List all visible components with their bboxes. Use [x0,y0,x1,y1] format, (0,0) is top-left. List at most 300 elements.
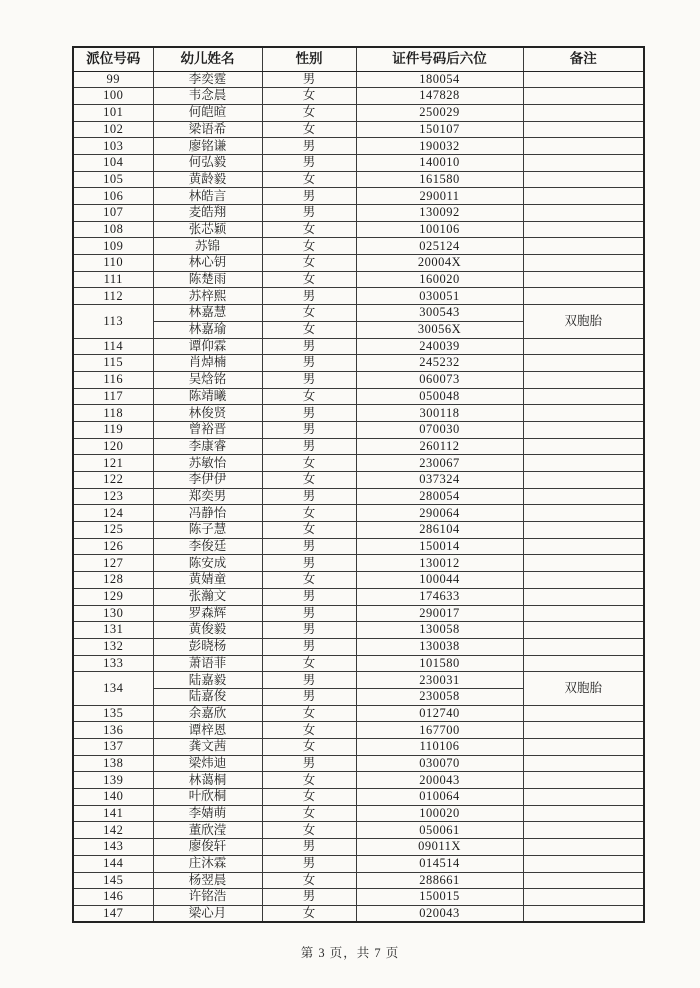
cell-gender: 女 [262,121,356,138]
cell-number: 117 [73,388,153,405]
cell-number: 126 [73,538,153,555]
cell-number: 132 [73,638,153,655]
cell-id: 150015 [356,889,523,906]
table-row [73,121,644,138]
cell-number: 101 [73,104,153,121]
cell-name: 陆嘉毅 [153,672,262,689]
table-row [73,672,644,689]
cell-gender: 男 [262,555,356,572]
cell-gender: 女 [262,472,356,489]
cell-gender: 女 [262,271,356,288]
cell-gender: 男 [262,688,356,705]
cell-remark [523,138,644,155]
cell-gender: 男 [262,855,356,872]
cell-name: 黄婧童 [153,572,262,589]
table-row [73,154,644,171]
table-row [73,71,644,88]
column-header: 备注 [523,47,644,71]
table-row [73,505,644,522]
cell-name: 曾裕晋 [153,421,262,438]
cell-gender: 女 [262,88,356,105]
cell-name: 龚文茜 [153,739,262,756]
cell-name: 陈子慧 [153,522,262,539]
cell-gender: 女 [262,655,356,672]
page-number-footer: 第 3 页，共 7 页 [300,946,400,960]
cell-id: 100106 [356,221,523,238]
cell-remark [523,455,644,472]
cell-name: 董欣滢 [153,822,262,839]
cell-name: 张芯颖 [153,221,262,238]
cell-gender: 女 [262,221,356,238]
cell-remark: 双胞胎 [523,305,644,338]
cell-number: 145 [73,872,153,889]
table-row [73,538,644,555]
table-row [73,288,644,305]
cell-name: 梁语希 [153,121,262,138]
cell-gender: 女 [262,522,356,539]
cell-number: 99 [73,71,153,88]
cell-id: 167700 [356,722,523,739]
cell-name: 杨翌晨 [153,872,262,889]
cell-name: 廖铭谦 [153,138,262,155]
cell-gender: 男 [262,355,356,372]
table-row [73,772,644,789]
cell-remark [523,522,644,539]
cell-remark [523,588,644,605]
table-row [73,421,644,438]
cell-remark [523,855,644,872]
table-row [73,889,644,906]
cell-id: 130058 [356,622,523,639]
cell-id: 130012 [356,555,523,572]
cell-name: 林嘉慧 [153,305,262,322]
cell-name: 李婧萌 [153,805,262,822]
cell-id: 020043 [356,905,523,922]
cell-id: 300543 [356,305,523,322]
cell-remark [523,538,644,555]
cell-id: 20004X [356,255,523,272]
cell-name: 李俊廷 [153,538,262,555]
cell-id: 060073 [356,371,523,388]
table-row [73,555,644,572]
cell-name: 李奕霆 [153,71,262,88]
cell-remark [523,438,644,455]
cell-remark [523,638,644,655]
table-row [73,755,644,772]
allocation-roster-table [72,46,645,923]
cell-gender: 女 [262,388,356,405]
cell-name: 苏敏怡 [153,455,262,472]
table-row [73,338,644,355]
cell-name: 林俊贤 [153,405,262,422]
table-row [73,305,644,322]
cell-gender: 男 [262,638,356,655]
cell-gender: 女 [262,789,356,806]
table-row [73,271,644,288]
cell-gender: 男 [262,839,356,856]
cell-id: 101580 [356,655,523,672]
cell-name: 林心钥 [153,255,262,272]
cell-name: 张瀚文 [153,588,262,605]
table-row [73,455,644,472]
cell-gender: 女 [262,772,356,789]
cell-name: 梁心月 [153,905,262,922]
cell-id: 300118 [356,405,523,422]
cell-remark [523,622,644,639]
cell-remark [523,905,644,922]
table-row [73,872,644,889]
cell-gender: 男 [262,188,356,205]
column-header: 性别 [262,47,356,71]
cell-id: 230031 [356,672,523,689]
cell-remark [523,505,644,522]
table-row [73,805,644,822]
cell-gender: 男 [262,371,356,388]
cell-remark [523,488,644,505]
cell-remark [523,171,644,188]
cell-number: 144 [73,855,153,872]
table-row [73,522,644,539]
cell-id: 110106 [356,739,523,756]
cell-name: 谭梓恩 [153,722,262,739]
cell-number: 109 [73,238,153,255]
cell-id: 230067 [356,455,523,472]
cell-remark [523,355,644,372]
cell-name: 李康睿 [153,438,262,455]
cell-remark [523,271,644,288]
cell-remark [523,71,644,88]
cell-id: 140010 [356,154,523,171]
cell-remark [523,88,644,105]
cell-name: 苏梓熙 [153,288,262,305]
cell-id: 290011 [356,188,523,205]
cell-remark [523,154,644,171]
table-row [73,472,644,489]
cell-name: 黄俊毅 [153,622,262,639]
cell-id: 130092 [356,205,523,222]
cell-id: 260112 [356,438,523,455]
cell-remark [523,472,644,489]
cell-gender: 男 [262,405,356,422]
table-row [73,171,644,188]
cell-id: 200043 [356,772,523,789]
column-header: 证件号码后六位 [356,47,523,71]
cell-id: 050048 [356,388,523,405]
cell-number: 147 [73,905,153,922]
cell-id: 290017 [356,605,523,622]
cell-gender: 女 [262,255,356,272]
cell-id: 012740 [356,705,523,722]
cell-name: 黄龄毅 [153,171,262,188]
cell-gender: 男 [262,138,356,155]
cell-number: 113 [73,305,153,338]
cell-remark [523,371,644,388]
cell-remark [523,655,644,672]
cell-remark [523,338,644,355]
table-row [73,388,644,405]
cell-id: 286104 [356,522,523,539]
cell-remark [523,889,644,906]
table-row [73,438,644,455]
cell-name: 彭晓杨 [153,638,262,655]
table-row [73,839,644,856]
cell-number: 138 [73,755,153,772]
cell-id: 240039 [356,338,523,355]
cell-remark [523,255,644,272]
cell-remark [523,872,644,889]
table-row [73,705,644,722]
cell-name: 罗森辉 [153,605,262,622]
cell-id: 050061 [356,822,523,839]
table-row [73,855,644,872]
cell-gender: 男 [262,622,356,639]
cell-id: 09011X [356,839,523,856]
cell-name: 苏锦 [153,238,262,255]
cell-number: 136 [73,722,153,739]
cell-name: 何皑暄 [153,104,262,121]
table-row [73,405,644,422]
cell-id: 30056X [356,321,523,338]
cell-id: 130038 [356,638,523,655]
table-row [73,739,644,756]
table-row [73,572,644,589]
cell-id: 150014 [356,538,523,555]
cell-number: 116 [73,371,153,388]
cell-id: 070030 [356,421,523,438]
table-row [73,188,644,205]
cell-id: 160020 [356,271,523,288]
cell-number: 107 [73,205,153,222]
table-row [73,255,644,272]
cell-name: 陆嘉俊 [153,688,262,705]
header-row [73,47,644,71]
cell-id: 161580 [356,171,523,188]
cell-gender: 女 [262,455,356,472]
table-row [73,488,644,505]
roster-header [73,47,644,71]
cell-number: 130 [73,605,153,622]
cell-number: 133 [73,655,153,672]
cell-name: 廖俊轩 [153,839,262,856]
cell-number: 104 [73,154,153,171]
cell-number: 105 [73,171,153,188]
cell-gender: 男 [262,71,356,88]
cell-gender: 男 [262,205,356,222]
cell-gender: 女 [262,822,356,839]
cell-remark [523,739,644,756]
cell-name: 陈楚雨 [153,271,262,288]
cell-remark [523,805,644,822]
cell-remark [523,238,644,255]
cell-gender: 男 [262,438,356,455]
cell-id: 025124 [356,238,523,255]
cell-name: 韦念晨 [153,88,262,105]
cell-number: 131 [73,622,153,639]
cell-gender: 女 [262,905,356,922]
cell-id: 250029 [356,104,523,121]
cell-gender: 男 [262,889,356,906]
cell-id: 037324 [356,472,523,489]
table-row [73,238,644,255]
cell-gender: 女 [262,805,356,822]
column-header: 幼儿姓名 [153,47,262,71]
table-row [73,822,644,839]
cell-number: 102 [73,121,153,138]
cell-remark [523,605,644,622]
table-row [73,205,644,222]
table-row [73,605,644,622]
cell-name: 叶欣桐 [153,789,262,806]
cell-name: 庄沐霖 [153,855,262,872]
cell-number: 106 [73,188,153,205]
cell-name: 肖焯楠 [153,355,262,372]
cell-gender: 女 [262,739,356,756]
cell-id: 174633 [356,588,523,605]
cell-name: 陈安成 [153,555,262,572]
cell-gender: 男 [262,338,356,355]
cell-number: 127 [73,555,153,572]
cell-gender: 女 [262,505,356,522]
cell-id: 190032 [356,138,523,155]
cell-number: 146 [73,889,153,906]
cell-remark [523,104,644,121]
cell-gender: 女 [262,305,356,322]
cell-number: 141 [73,805,153,822]
cell-gender: 男 [262,154,356,171]
cell-number: 122 [73,472,153,489]
cell-number: 124 [73,505,153,522]
cell-remark [523,572,644,589]
cell-gender: 男 [262,421,356,438]
cell-id: 100044 [356,572,523,589]
cell-id: 245232 [356,355,523,372]
cell-name: 吴焓铭 [153,371,262,388]
cell-number: 112 [73,288,153,305]
cell-number: 125 [73,522,153,539]
cell-id: 280054 [356,488,523,505]
cell-id: 030051 [356,288,523,305]
cell-name: 许铭浩 [153,889,262,906]
cell-remark [523,755,644,772]
cell-remark [523,388,644,405]
cell-number: 128 [73,572,153,589]
table-row [73,722,644,739]
cell-id: 288661 [356,872,523,889]
cell-remark [523,288,644,305]
cell-remark [523,822,644,839]
cell-name: 萧语菲 [153,655,262,672]
cell-remark [523,421,644,438]
cell-id: 147828 [356,88,523,105]
cell-remark [523,705,644,722]
cell-number: 134 [73,672,153,705]
cell-number: 118 [73,405,153,422]
cell-gender: 女 [262,238,356,255]
cell-id: 014514 [356,855,523,872]
column-header: 派位号码 [73,47,153,71]
cell-gender: 男 [262,288,356,305]
table-row [73,905,644,922]
cell-gender: 男 [262,538,356,555]
cell-number: 119 [73,421,153,438]
cell-remark [523,722,644,739]
cell-id: 030070 [356,755,523,772]
cell-remark [523,789,644,806]
cell-gender: 男 [262,605,356,622]
cell-gender: 男 [262,672,356,689]
cell-remark [523,772,644,789]
cell-number: 137 [73,739,153,756]
cell-name: 林嘉瑜 [153,321,262,338]
cell-gender: 女 [262,705,356,722]
cell-gender: 男 [262,755,356,772]
cell-name: 梁炜迪 [153,755,262,772]
cell-gender: 女 [262,572,356,589]
cell-number: 139 [73,772,153,789]
cell-name: 李伊伊 [153,472,262,489]
cell-gender: 女 [262,872,356,889]
table-row [73,588,644,605]
cell-number: 103 [73,138,153,155]
cell-name: 麦皓翔 [153,205,262,222]
cell-number: 115 [73,355,153,372]
cell-number: 142 [73,822,153,839]
cell-number: 140 [73,789,153,806]
table-row [73,221,644,238]
cell-name: 林皓言 [153,188,262,205]
table-row [73,88,644,105]
cell-name: 余嘉欣 [153,705,262,722]
cell-remark [523,121,644,138]
cell-number: 114 [73,338,153,355]
cell-name: 谭仰霖 [153,338,262,355]
cell-gender: 女 [262,171,356,188]
cell-number: 108 [73,221,153,238]
cell-gender: 女 [262,321,356,338]
cell-gender: 男 [262,488,356,505]
cell-number: 111 [73,271,153,288]
cell-remark [523,555,644,572]
cell-gender: 女 [262,104,356,121]
cell-name: 何弘毅 [153,154,262,171]
cell-number: 143 [73,839,153,856]
cell-name: 林蔼桐 [153,772,262,789]
cell-name: 冯静怡 [153,505,262,522]
cell-number: 123 [73,488,153,505]
cell-id: 230058 [356,688,523,705]
roster-body [73,71,644,922]
table-row [73,355,644,372]
cell-id: 290064 [356,505,523,522]
cell-id: 010064 [356,789,523,806]
cell-remark [523,205,644,222]
cell-remark: 双胞胎 [523,672,644,705]
table-row [73,371,644,388]
table-row [73,138,644,155]
cell-number: 129 [73,588,153,605]
cell-id: 150107 [356,121,523,138]
table-row [73,638,644,655]
table-row [73,789,644,806]
cell-id: 100020 [356,805,523,822]
cell-number: 121 [73,455,153,472]
cell-number: 135 [73,705,153,722]
cell-remark [523,405,644,422]
table-row [73,622,644,639]
cell-remark [523,188,644,205]
cell-gender: 男 [262,588,356,605]
cell-number: 110 [73,255,153,272]
